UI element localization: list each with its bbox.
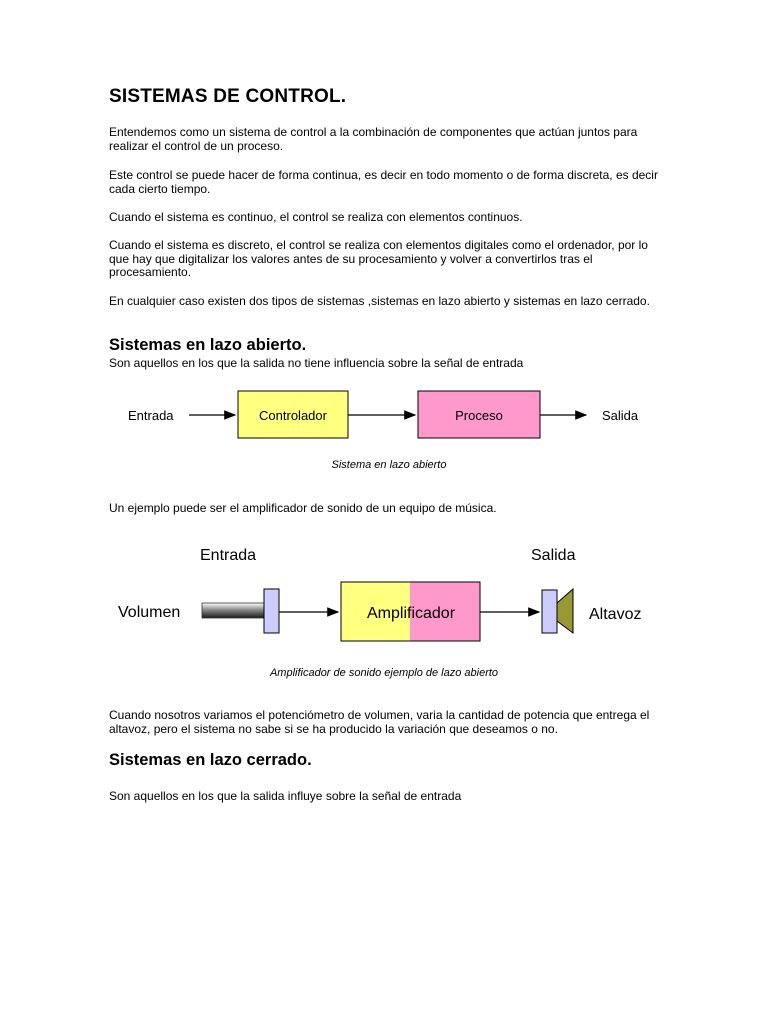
paragraph-definition: Entendemos como un sistema de control a la combinación de componentes que actúan juntos para realizar el control de un proceso. [109,125,638,153]
page-title: SISTEMAS DE CONTROL. [109,86,347,107]
paragraph-continuous: Cuando el sistema es continuo, el control se realiza con elementos continuos. [109,210,523,224]
closed-loop-definition: Son aquellos en los que la salida influye sobre la señal de entrada [109,789,462,803]
example-text: Un ejemplo puede ser el amplificador de sonido de un equipo de música. [109,501,497,515]
diagram-input-label: Entrada [128,408,174,423]
paragraph-types: En cualquier caso existen dos tipos de sistemas ,sistemas en lazo abierto y sistemas en lazo cerrado. [109,294,650,308]
open-loop-diagram [110,385,670,445]
amplifier-label: Amplificador [366,605,456,622]
process-label: Proceso [455,408,503,423]
open-loop-caption: Sistema en lazo abierto [331,459,447,471]
heading-open-loop: Sistemas en lazo abierto. [109,336,307,354]
amp-input-top-label: Entrada [200,547,257,564]
speaker-cone [557,589,573,633]
open-loop-definition: Son aquellos en los que la salida no tiene influencia sobre la señal de entrada [109,356,524,370]
amplifier-diagram [110,540,670,650]
heading-closed-loop: Sistemas en lazo cerrado. [109,751,312,769]
diagram-output-label: Salida [602,408,639,423]
volume-label: Volumen [118,604,181,621]
volume-shaft [202,603,264,618]
volume-knob [264,589,279,633]
paragraph-continuous-discrete: Este control se puede hacer de forma continua, es decir en todo momento o de forma discreta, es decir cada cierto tiempo. [109,168,658,196]
amp-output-top-label: Salida [531,547,576,564]
amplifier-caption: Amplificador de sonido ejemplo de lazo abierto [269,667,499,679]
speaker-label: Altavoz [589,606,642,623]
paragraph-discrete: Cuando el sistema es discreto, el control se realiza con elementos digitales como el ordenador, por lo que hay que digitalizar los valores antes de su procesamiento y volver a convertirlos tras el procesamiento. [109,238,648,280]
amplifier-explanation: Cuando nosotros variamos el potenciómetro de volumen, varia la cantidad de potencia que entrega el altavoz, pero el sistema no sabe si se ha producido la variación que deseamos o no. [109,708,650,736]
controller-label: Controlador [259,408,327,423]
speaker-magnet [542,590,557,633]
